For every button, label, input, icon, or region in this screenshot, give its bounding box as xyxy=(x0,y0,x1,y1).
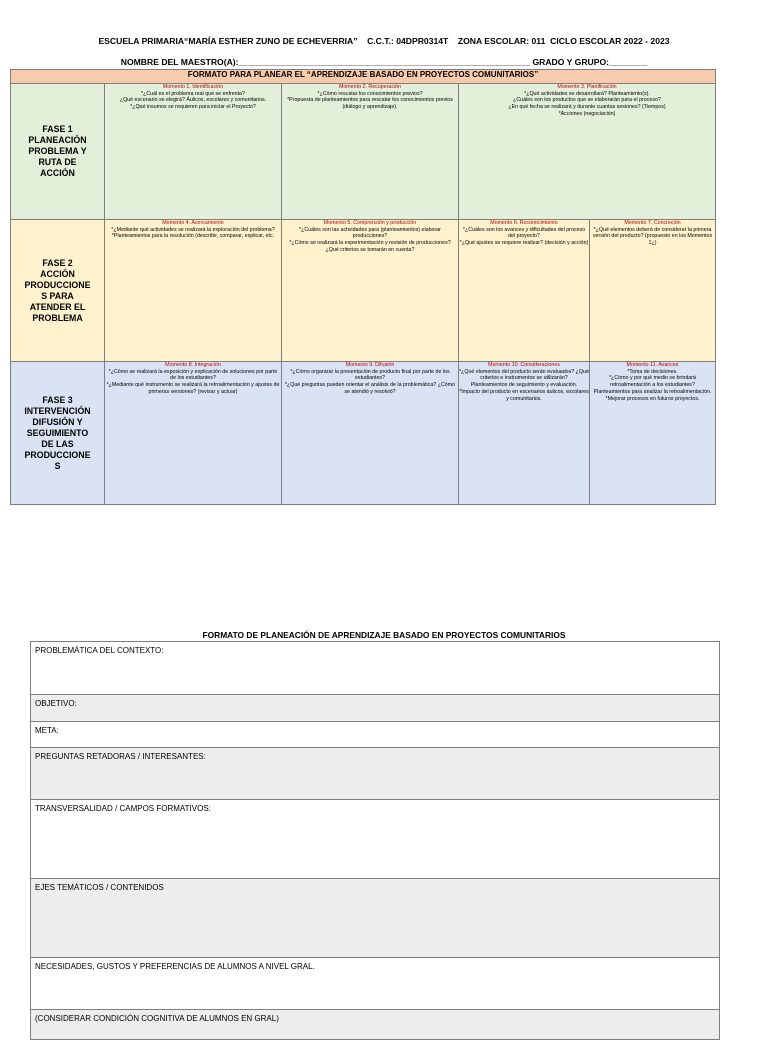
moment-title: Momento 2. Recuperación xyxy=(338,84,402,90)
moment-title: Momento 11. Avances xyxy=(626,362,679,368)
form-field-label: NECESIDADES, GUSTOS Y PREFERENCIAS DE ALUMNOS A NIVEL GRAL. xyxy=(31,958,720,1010)
moment-body: *¿Cuáles son las actividades para (planteamientos) elaborar producciones? *¿Cómo se realizará la experimentación y revisión de producciones? ¿Qué criterios se tomarán en cuenta? xyxy=(289,226,451,253)
teacher-group-line: NOMBRE DEL MAESTRO(A):_____________________________________________________________ GRADO Y GRUPO:________ xyxy=(120,57,648,67)
moment-7-cell xyxy=(590,220,716,362)
project-format-table xyxy=(10,69,716,505)
moment-body: *¿Qué elementos del producto serán evaluados? ¿Qué criterios e instrumentos se utilizarán? Planteamientos de seguimiento y evaluación. *Impacto del producto en escenarios áulicos, escolares y comunitarios. xyxy=(459,368,589,402)
form-field-label: EJES TEMÁTICOS / CONTENIDOS xyxy=(31,879,720,958)
moment-title: Momento 7. Concreción xyxy=(624,220,681,226)
form-row-necesidades xyxy=(31,958,720,1010)
form-row-meta xyxy=(31,722,720,748)
form-field-label: OBJETIVO: xyxy=(31,695,720,722)
moment-8-cell xyxy=(105,362,282,505)
moment-body: *¿Cómo organizar la presentación de producto final por parte de los estudiantes? *¿Qué preguntas pueden orientar el análisis de la problemática? ¿Cómo se atendió y resolvió? xyxy=(284,368,456,395)
phase-row-2 xyxy=(11,220,716,362)
moment-body: *¿Cómo rescatar los conocimientos previos? *Propuesta de planteamientos para rescatar los conocimientos previos (diálogo y aprendizaje). xyxy=(287,90,453,111)
form-row-problematica xyxy=(31,642,720,695)
form-row-transversalidad xyxy=(31,800,720,879)
moment-title: Momento 6. Reconocimiento xyxy=(490,220,558,226)
form-field-label: (CONSIDERAR CONDICIÓN COGNITIVA DE ALUMNOS EN GRAL) xyxy=(31,1010,720,1040)
moment-2-cell xyxy=(282,84,459,220)
moment-title: Momento 9. Difusión xyxy=(345,362,395,368)
moment-3-cell xyxy=(459,84,716,220)
moment-10-cell xyxy=(459,362,590,505)
phase-row-1 xyxy=(11,84,716,220)
moment-1-cell xyxy=(105,84,282,220)
moment-11-cell xyxy=(590,362,716,505)
form-field-label: PROBLEMÁTICA DEL CONTEXTO: xyxy=(31,642,720,695)
form-row-preguntas xyxy=(31,748,720,800)
moment-body: *Toma de decisiones. *¿Cómo y por qué medio se brindará retroalimentación a los estudiantes? Planteamientos para analizar la retroalimentación. *Mejorar procesos en futuros proyectos. xyxy=(593,368,712,402)
form-row-objetivo xyxy=(31,695,720,722)
moment-body: *¿Cómo se realizará la exposición y explicación de soluciones por parte de los estudiantes? *¿Mediante qué instrumento se realizará la retroalimentación y ajustes de primeras versiones? (revisar y actuar) xyxy=(106,368,280,395)
planning-form-table xyxy=(30,641,720,1040)
moment-title: Momento 8. Integración xyxy=(165,362,221,368)
moment-title: Momento 3. Planificación xyxy=(557,84,617,90)
moment-4-cell xyxy=(105,220,282,362)
format-table-title: FORMATO PARA PLANEAR EL “APRENDIZAJE BASADO EN PROYECTOS COMUNITARIOS” xyxy=(11,70,716,84)
moment-title: Momento 5. Comprensión y producción xyxy=(323,220,417,226)
moment-body: *¿Qué actividades se desarrollará? Planteamiento(s). ¿Cuáles son los productos que se elaborarán para el proceso? ¿En qué fecha se realizará y durante cuantas sesiones? (Tiempos) *Acciones (negociación) xyxy=(508,90,666,117)
school-header-line: ESCUELA PRIMARIA“MARÍA ESTHER ZUNO DE ECHEVERRIA” C.C.T.: 04DPR0314T ZONA ESCOLAR: 011 CICLO ESCOLAR 2022 - 2023 xyxy=(98,36,670,46)
moment-body: *¿Mediante qué actividades se realizará la exploración del problema? *Planteamientos para la resolución (describir, comparar, explicar, etc. xyxy=(111,226,275,240)
form-field-label: PREGUNTAS RETADORAS / INTERESANTES: xyxy=(31,748,720,800)
moment-title: Momento 4. Acercamiento xyxy=(162,220,224,226)
moment-body: *¿Cuáles son los avances y dificultades del proceso del proyecto? *¿Qué ajustes se requiere realizar? (decisión y acción) xyxy=(459,226,589,247)
phase-2-label: FASE 2 ACCIÓN PRODUCCIONE S PARA ATENDER EL PROBLEMA xyxy=(11,220,105,362)
form-row-condicion xyxy=(31,1010,720,1040)
moment-body: *¿Qué elementos deberá de considerar la primera versión del producto? (propuesto en los Momentos 1¿) xyxy=(592,226,713,247)
form-field-label: TRANSVERSALIDAD / CAMPOS FORMATIVOS: xyxy=(31,800,720,879)
moment-title: Momento 1. Identificación xyxy=(162,84,224,90)
form-field-label: META: xyxy=(31,722,720,748)
moment-body: *¿Cuál es el problema real que se enfrenta? ¿Qué escenario se elegirá? Áulicos, escolares y comunitarios. *¿Qué insumos se requieren para iniciar el Proyecto? xyxy=(119,90,267,111)
moment-5-cell xyxy=(282,220,459,362)
form-row-ejes xyxy=(31,879,720,958)
phase-1-label: FASE 1 PLANEACIÓN PROBLEMA Y RUTA DE ACCIÓN xyxy=(11,84,105,220)
moment-6-cell xyxy=(459,220,590,362)
phase-row-3 xyxy=(11,362,716,505)
moment-title: Momento 10. Consideraciones xyxy=(488,362,560,368)
planning-form-title: FORMATO DE PLANEACIÓN DE APRENDIZAJE BASADO EN PROYECTOS COMUNITARIOS xyxy=(202,630,566,640)
moment-9-cell xyxy=(282,362,459,505)
phase-3-label: FASE 3 INTERVENCIÓN DIFUSIÓN Y SEGUIMIENTO DE LAS PRODUCCIONE S xyxy=(11,362,105,505)
